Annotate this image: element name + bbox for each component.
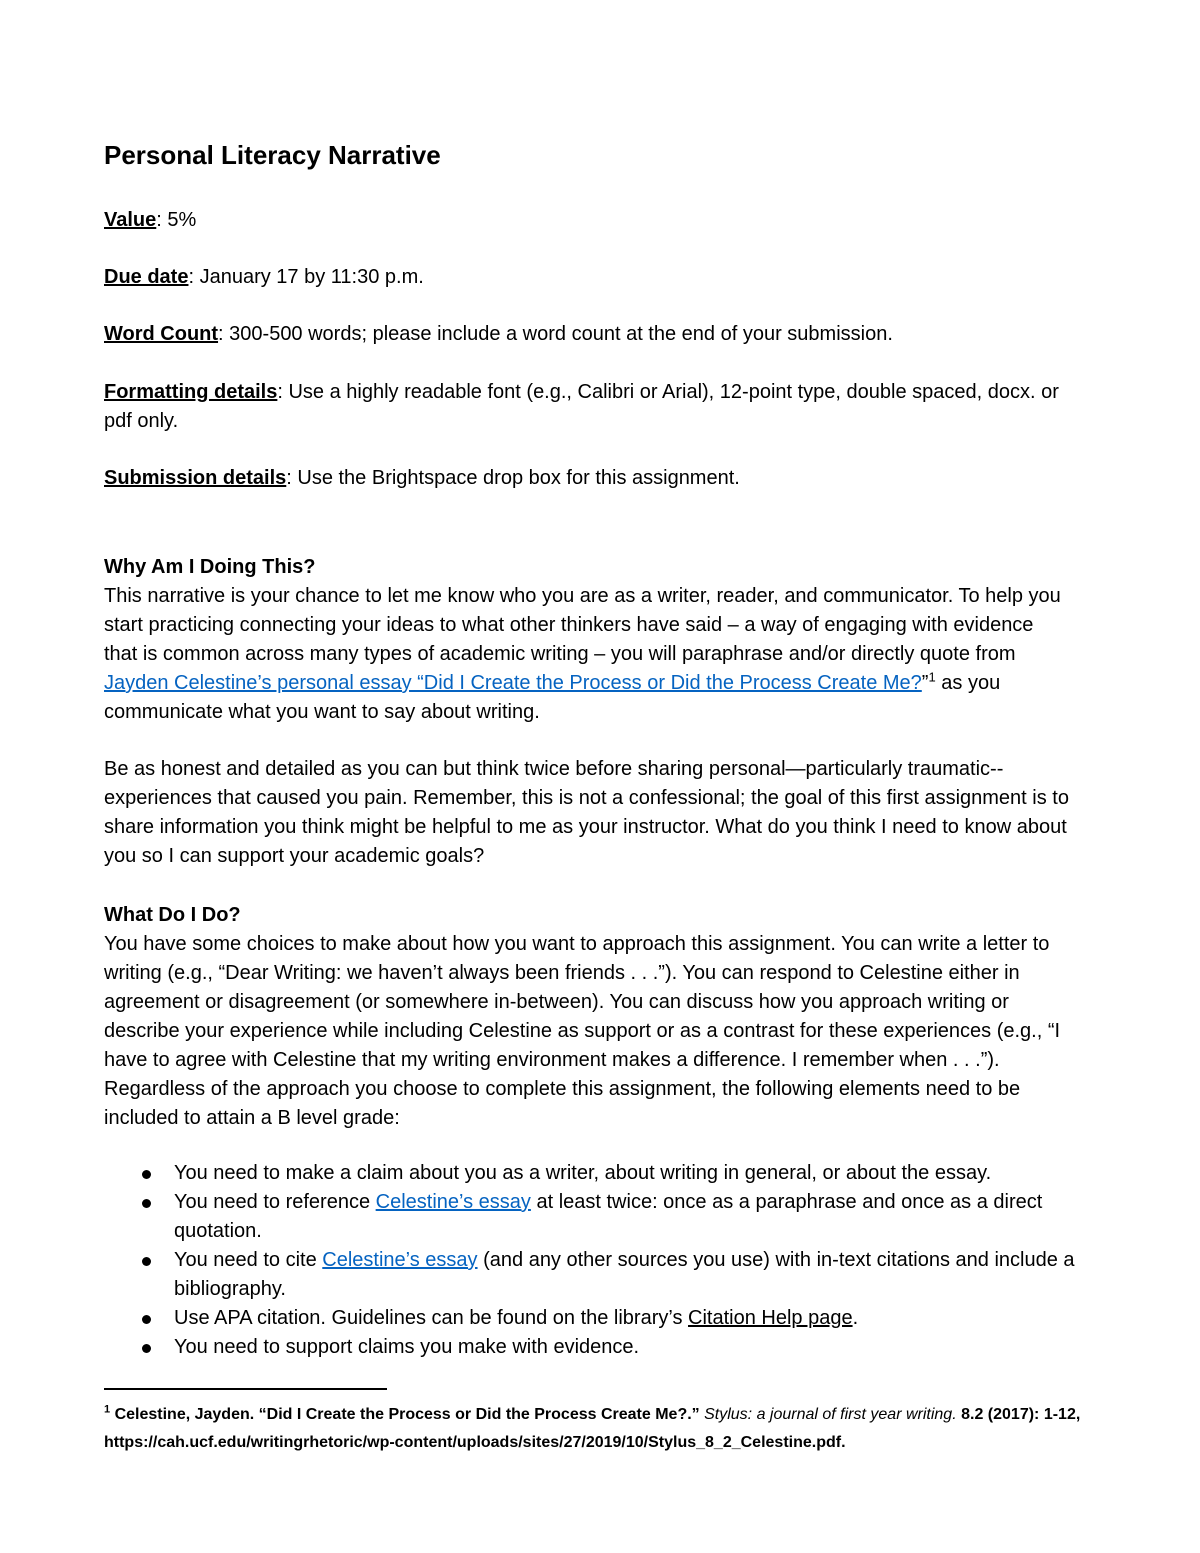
why-paragraph — [104, 582, 1069, 727]
bullet-icon — [142, 1257, 151, 1266]
word-count-line — [104, 320, 1104, 349]
citation-help-link[interactable]: Citation Help page — [688, 1307, 853, 1329]
honesty-paragraph: Be as honest and detailed as you can but think twice before sharing personal—particularly traumatic--experiences that caused you pain. Remember, this is not a confessional; the goal of this first assignment is to share information you think might be helpful to me as your instructor. What do you think I need to know about you so I can support your academic goals? — [104, 758, 1069, 867]
requirements-list — [104, 1159, 1104, 1362]
bullet-text: You need to support claims you make with evidence. — [174, 1336, 640, 1358]
bullet-icon — [142, 1315, 151, 1324]
celestine-essay-link[interactable]: Jayden Celestine’s personal essay “Did I Create the Process or Did the Process Create Me? — [104, 672, 922, 694]
value-line — [104, 206, 1104, 235]
what-section — [104, 901, 1079, 1133]
footnote-text-after: 8.2 (2017): 1-12, https://cah.ucf.edu/writingrhetoric/wp-content/uploads/sites/27/2019/10/Stylus_8_2_Celestine.pdf. — [104, 1406, 1081, 1451]
what-heading: What Do I Do? — [104, 904, 241, 926]
bullet-text: (and any other sources you use) with in-text citations and include a bibliography. — [174, 1249, 1075, 1300]
bullet-icon — [142, 1199, 151, 1208]
why-text-before-link: This narrative is your chance to let me know who you are as a writer, reader, and communicator. To help you start practicing connecting your ideas to what other thinkers have said – a way of engaging with evidence that is common across many types of academic writing – you will paraphrase and/or directly quote from — [104, 585, 1061, 665]
bullet-text: You need to cite — [174, 1249, 323, 1271]
bullet-text: Use APA citation. Guidelines can be found on the library’s — [174, 1307, 689, 1329]
why-heading: Why Am I Doing This? — [104, 556, 316, 578]
footnote — [104, 1401, 1104, 1457]
word-count-text: : 300-500 words; please include a word count at the end of your submission. — [218, 323, 893, 345]
celestine-essay-link[interactable]: Celestine’s essay — [322, 1249, 478, 1271]
why-text-end: as you communicate what you want to say about writing. — [104, 672, 1001, 723]
why-paragraph-2 — [104, 755, 1084, 871]
celestine-essay-link[interactable]: Celestine’s essay — [375, 1191, 531, 1213]
formatting-text: : Use a highly readable font (e.g., Calibri or Arial), 12-point type, double spaced, docx. or pdf only. — [104, 381, 1059, 432]
footnote-divider — [104, 1388, 387, 1390]
list-item — [104, 1246, 1104, 1304]
due-date-line — [104, 263, 1104, 292]
bullet-text: You need to make a claim about you as a writer, about writing in general, or about the essay. — [174, 1162, 992, 1184]
footnote-text-before: Celestine, Jayden. “Did I Create the Process or Did the Process Create Me?.” — [110, 1406, 705, 1423]
footnote-ref[interactable]: 1 — [928, 669, 936, 685]
submission-text: : Use the Brightspace drop box for this assignment. — [286, 467, 740, 489]
list-item — [104, 1304, 1104, 1333]
why-section — [104, 553, 1069, 727]
bullet-text: . — [852, 1307, 859, 1329]
footnote-journal: Stylus: a journal of first year writing. — [704, 1406, 957, 1423]
bullet-text: at least twice: once as a paraphrase and once as a direct quotation. — [174, 1191, 1043, 1242]
why-text-after-link: ” — [921, 672, 929, 694]
due-date-label: Due date — [104, 266, 189, 288]
formatting-line — [104, 378, 1064, 436]
value-label: Value — [104, 209, 157, 231]
page-title: Personal Literacy Narrative — [104, 140, 441, 170]
bullet-text: You need to reference — [174, 1191, 376, 1213]
submission-label: Submission details — [104, 467, 287, 489]
bullet-icon — [142, 1344, 151, 1353]
submission-line — [104, 464, 1104, 493]
footnote-number: 1 — [104, 1403, 111, 1416]
word-count-label: Word Count — [104, 323, 219, 345]
value-text: : 5% — [156, 209, 197, 231]
bullet-icon — [142, 1170, 151, 1179]
due-date-text: : January 17 by 11:30 p.m. — [188, 266, 424, 288]
what-paragraph: You have some choices to make about how you want to approach this assignment. You can write a letter to writing (e.g., “Dear Writing: we haven’t always been friends . . .”). You can respond to Celestine either in agreement or disagreement (or somewhere in-between). You can discuss how you approach writing or describe your experience while including Celestine as support or as a contrast for these experiences (e.g., “I have to agree with Celestine that my writing environment makes a difference. I remember when . . .”). Regardless of the approach you choose to complete this assignment, the following elements need to be included to attain a B level grade: — [104, 933, 1061, 1129]
list-item — [104, 1188, 1104, 1246]
list-item — [104, 1159, 1104, 1188]
formatting-label: Formatting details — [104, 381, 278, 403]
list-item — [104, 1333, 1104, 1362]
